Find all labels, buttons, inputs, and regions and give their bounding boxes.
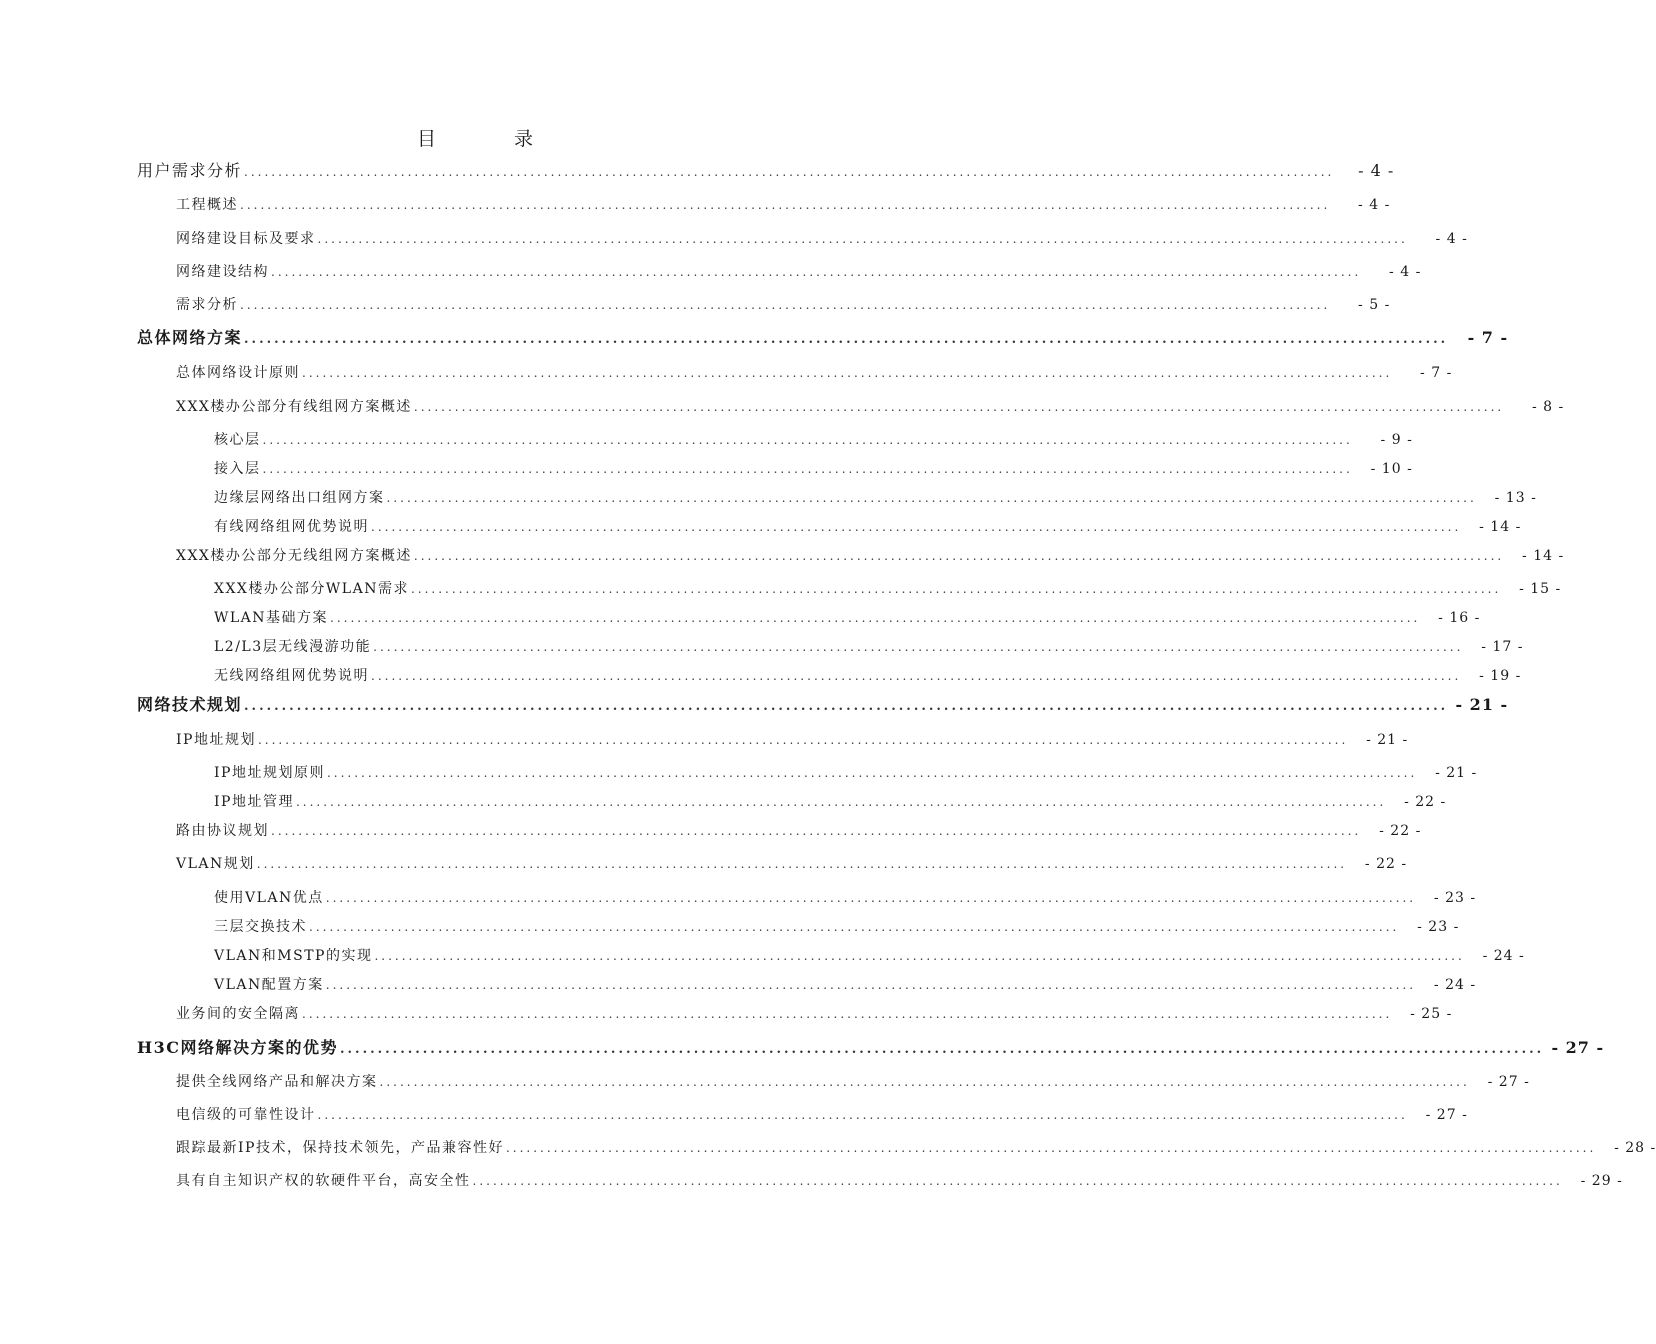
toc-entry[interactable] — [214, 665, 1522, 687]
toc-dot-leader: ................................................................................................................................................................ — [256, 857, 1348, 871]
toc-entry[interactable] — [176, 1137, 1656, 1159]
toc-page-number: - 27 - — [1425, 1107, 1468, 1123]
toc-page-number: - 21 - — [1455, 695, 1509, 714]
toc-page-number: - 23 - — [1417, 919, 1460, 935]
toc-entry-title: 网络建设目标及要求 — [176, 231, 316, 247]
toc-entry-title: 业务间的安全隔离 — [176, 1006, 300, 1022]
toc-entry-title: 有线网络组网优势说明 — [214, 519, 369, 535]
toc-page-number: - 25 - — [1410, 1006, 1453, 1022]
toc-page-number: - 10 - — [1370, 461, 1413, 477]
toc-page-number: - 22 - — [1364, 856, 1408, 872]
toc-entry-title: IP地址管理 — [214, 794, 294, 810]
toc-entry-title: VLAN规划 — [176, 856, 255, 872]
toc-entry[interactable] — [176, 362, 1453, 384]
toc-entry-title: 边缘层网络出口组网方案 — [214, 490, 385, 506]
toc-page-number: - 28 - — [1614, 1140, 1656, 1156]
toc-page-number: - 17 - — [1481, 639, 1524, 655]
toc-entry[interactable] — [176, 729, 1409, 751]
toc-entry[interactable] — [214, 791, 1447, 813]
toc-dot-leader: ................................................................................................................................................................ — [257, 733, 1349, 747]
toc-entry[interactable] — [214, 916, 1460, 938]
toc-page-number: - 24 - — [1433, 977, 1477, 993]
toc-entry-title: 总体网络设计原则 — [176, 365, 300, 381]
toc-entry[interactable] — [214, 974, 1477, 996]
toc-entry-title: 提供全线网络产品和解决方案 — [176, 1074, 378, 1090]
toc-dot-leader: ................................................................................................................................................................ — [244, 699, 1449, 714]
toc-page-number: - 14 - — [1522, 548, 1565, 564]
toc-entry-title: 路由协议规划 — [176, 823, 269, 839]
toc-dot-leader: ................................................................................................................................................................ — [317, 1108, 1408, 1122]
toc-page-number: - 22 - — [1404, 794, 1447, 810]
toc-entry[interactable] — [176, 261, 1422, 283]
toc-dot-leader: ................................................................................................................................................................ — [410, 582, 1502, 596]
toc-entry[interactable] — [214, 636, 1524, 658]
toc-entry-title: 总体网络方案 — [137, 328, 243, 347]
toc-page-number: - 22 - — [1379, 823, 1422, 839]
toc-entry-title: 使用VLAN优点 — [214, 890, 324, 906]
toc-entry-title: WLAN基础方案 — [214, 610, 329, 626]
toc-entry[interactable] — [176, 294, 1391, 316]
toc-page-number: - 27 - — [1487, 1074, 1530, 1090]
toc-entry-title: VLAN配置方案 — [214, 977, 324, 993]
toc-entry[interactable] — [214, 458, 1413, 480]
toc-page-number: - 8 - — [1531, 399, 1565, 415]
toc-entry[interactable] — [137, 327, 1509, 349]
toc-entry-title: 网络建设结构 — [176, 264, 269, 280]
toc-page-number: - 24 - — [1482, 948, 1525, 964]
toc-entry-title: 无线网络组网优势说明 — [214, 668, 369, 684]
toc-dot-leader: ................................................................................................................................................................ — [244, 332, 1449, 347]
toc-dot-leader: ................................................................................................................................................................ — [244, 165, 1335, 179]
toc-page-number: - 7 - — [1420, 365, 1453, 381]
toc-page-number: - 4 - — [1358, 161, 1395, 180]
toc-dot-leader: ................................................................................................................................................................ — [302, 1007, 1393, 1021]
toc-entry-title: XXX楼办公部分无线组网方案概述 — [176, 548, 412, 564]
toc-entry[interactable] — [214, 487, 1537, 509]
toc-dot-leader: ................................................................................................................................................................ — [371, 669, 1462, 683]
toc-entry-title: XXX楼办公部分WLAN需求 — [214, 581, 409, 597]
toc-page-number: - 21 - — [1435, 765, 1478, 781]
toc-dot-leader: ................................................................................................................................................................ — [413, 549, 1505, 563]
toc-entry-title: 用户需求分析 — [137, 161, 243, 180]
toc-page-number: - 27 - — [1551, 1038, 1605, 1057]
toc-page-number: - 9 - — [1380, 432, 1413, 448]
toc-dot-leader: ................................................................................................................................................................ — [317, 232, 1408, 246]
toc-page-number: - 5 - — [1358, 297, 1391, 313]
toc-dot-leader: ................................................................................................................................................................ — [371, 520, 1462, 534]
toc-dot-leader: ................................................................................................................................................................ — [240, 198, 1331, 212]
toc-dot-leader: ................................................................................................................................................................ — [262, 433, 1353, 447]
toc-page-number: - 29 - — [1580, 1173, 1623, 1189]
toc-entry[interactable] — [176, 1170, 1623, 1192]
toc-page-number: - 15 - — [1519, 581, 1562, 597]
toc-dot-leader: ................................................................................................................................................................ — [302, 366, 1393, 380]
toc-entry[interactable] — [176, 1104, 1468, 1126]
toc-page-number: - 4 - — [1435, 231, 1468, 247]
toc-dot-leader: ................................................................................................................................................................ — [262, 462, 1353, 476]
toc-entry-title: H3C网络解决方案的优势 — [137, 1038, 338, 1057]
toc-entry[interactable] — [176, 1003, 1453, 1025]
toc-dot-leader: ................................................................................................................................................................ — [413, 400, 1505, 414]
toc-entry[interactable] — [214, 607, 1481, 629]
toc-dot-leader: ................................................................................................................................................................ — [340, 1042, 1545, 1057]
toc-dot-leader: ................................................................................................................................................................ — [271, 265, 1362, 279]
toc-page-number: - 16 - — [1438, 610, 1481, 626]
toc-dot-leader: ................................................................................................................................................................ — [295, 795, 1387, 809]
toc-entry[interactable] — [137, 160, 1395, 182]
toc-entry-title: XXX楼办公部分有线组网方案概述 — [176, 399, 412, 415]
toc-entry[interactable] — [214, 516, 1522, 538]
toc-entry-title: 跟踪最新IP技术，保持技术领先，产品兼容性好 — [176, 1140, 504, 1156]
toc-entry[interactable] — [137, 694, 1509, 716]
toc-dot-leader: ................................................................................................................................................................ — [326, 766, 1418, 780]
toc-entry-title: VLAN和MSTP的实现 — [214, 948, 373, 964]
toc-entry[interactable] — [176, 853, 1408, 875]
toc-dot-leader: ................................................................................................................................................................ — [505, 1141, 1597, 1155]
toc-entry[interactable] — [176, 396, 1565, 418]
toc-entry-title: 需求分析 — [176, 297, 238, 313]
toc-entry[interactable] — [176, 1071, 1530, 1093]
toc-dot-leader: ................................................................................................................................................................ — [309, 920, 1400, 934]
toc-entry[interactable] — [137, 1037, 1605, 1059]
toc-dot-leader: ................................................................................................................................................................ — [472, 1174, 1563, 1188]
toc-entry[interactable] — [214, 762, 1478, 784]
page-title: 目 录 — [416, 128, 570, 150]
toc-page-number: - 4 - — [1358, 197, 1391, 213]
toc-entry-title: 工程概述 — [176, 197, 238, 213]
toc-dot-leader: ................................................................................................................................................................ — [373, 640, 1464, 654]
toc-entry-title: IP地址规划 — [176, 732, 256, 748]
toc-entry[interactable] — [176, 545, 1565, 567]
toc-entry-title: IP地址规划原则 — [214, 765, 325, 781]
toc-dot-leader: ................................................................................................................................................................ — [374, 949, 1465, 963]
toc-page-number: - 13 - — [1494, 490, 1537, 506]
toc-dot-leader: ................................................................................................................................................................ — [325, 891, 1417, 905]
toc-entry[interactable] — [214, 429, 1413, 451]
toc-entry[interactable] — [214, 887, 1477, 909]
toc-page-number: - 19 - — [1479, 668, 1522, 684]
toc-entry[interactable] — [176, 194, 1391, 216]
toc-entry-title: 三层交换技术 — [214, 919, 307, 935]
toc-page-number: - 23 - — [1433, 890, 1477, 906]
toc-dot-leader: ................................................................................................................................................................ — [379, 1075, 1470, 1089]
toc-entry-title: 核心层 — [214, 432, 261, 448]
toc-entry-title: 接入层 — [214, 461, 261, 477]
toc-dot-leader: ................................................................................................................................................................ — [240, 298, 1331, 312]
toc-entry-title: 网络技术规划 — [137, 695, 243, 714]
toc-page-number: - 14 - — [1479, 519, 1522, 535]
toc-entry[interactable] — [214, 578, 1562, 600]
toc-entry[interactable] — [214, 945, 1525, 967]
toc-page-number: - 21 - — [1366, 732, 1409, 748]
toc-entry-title: 具有自主知识产权的软硬件平台，高安全性 — [176, 1173, 471, 1189]
toc-dot-leader: ................................................................................................................................................................ — [325, 978, 1417, 992]
toc-page-number: - 4 - — [1389, 264, 1422, 280]
toc-entry-title: L2/L3层无线漫游功能 — [214, 639, 372, 655]
toc-dot-leader: ................................................................................................................................................................ — [330, 611, 1421, 625]
toc-entry[interactable] — [176, 228, 1468, 250]
toc-page-number: - 7 - — [1467, 328, 1509, 347]
toc-entry[interactable] — [176, 820, 1422, 842]
toc-entry-title: 电信级的可靠性设计 — [176, 1107, 316, 1123]
toc-dot-leader: ................................................................................................................................................................ — [386, 491, 1477, 505]
toc-dot-leader: ................................................................................................................................................................ — [271, 824, 1362, 838]
